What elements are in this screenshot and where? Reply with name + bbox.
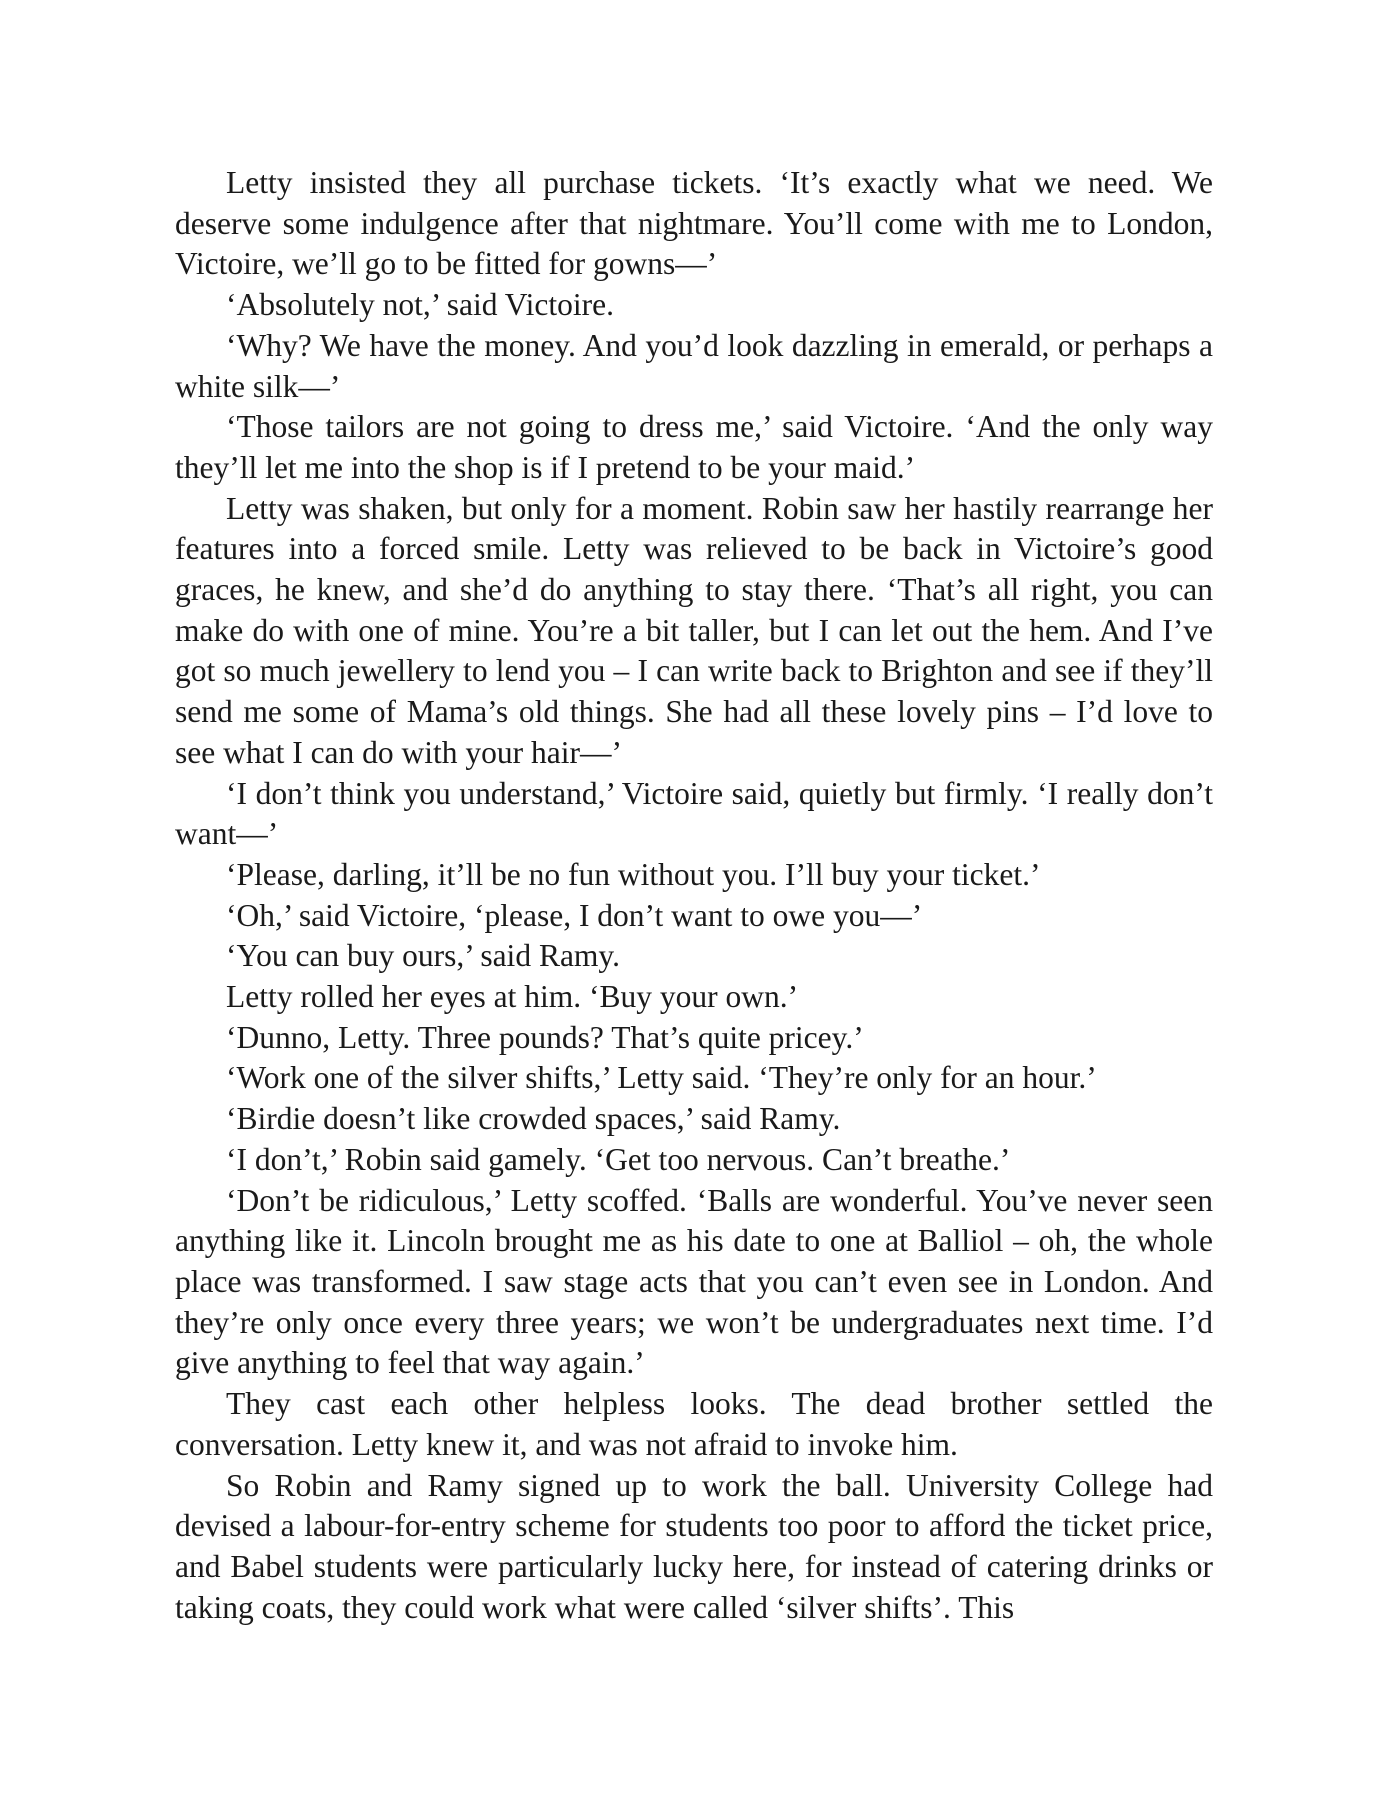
paragraph: Letty rolled her eyes at him. ‘Buy your own.’: [226, 979, 799, 1015]
paragraph: ‘I don’t think you understand,’ Victoire said, quietly but firmly. ‘I really don’t want—’: [175, 775, 1213, 852]
paragraph: So Robin and Ramy signed up to work the ball. University College had devised a labour-for-entry scheme for students too poor to afford the ticket price, and Babel students were particularly lucky here, for instead of catering drinks or taking coats, they could work what were called ‘silver shifts’. This: [175, 1467, 1213, 1625]
paragraph: ‘Those tailors are not going to dress me,’ said Victoire. ‘And the only way they’ll let me into the shop is if I pretend to be your maid.’: [175, 409, 1213, 485]
paragraph: ‘Work one of the silver shifts,’ Letty said. ‘They’re only for an hour.’: [226, 1060, 1097, 1096]
paragraph: ‘Please, darling, it’ll be no fun without you. I’ll buy your ticket.’: [226, 856, 1041, 892]
paragraph: ‘You can buy ours,’ said Ramy.: [226, 938, 621, 974]
paragraph: ‘Dunno, Letty. Three pounds? That’s quite pricey.’: [226, 1019, 864, 1055]
paragraph: ‘Oh,’ said Victoire, ‘please, I don’t want to owe you—’: [226, 897, 923, 933]
paragraph: ‘I don’t,’ Robin said gamely. ‘Get too nervous. Can’t breathe.’: [226, 1141, 1011, 1177]
paragraph: ‘Why? We have the money. And you’d look dazzling in emerald, or perhaps a white silk—’: [175, 327, 1213, 404]
paragraph: ‘Absolutely not,’ said Victoire.: [226, 287, 614, 323]
paragraph: They cast each other helpless looks. The dead brother settled the conversation. Letty knew it, and was not afraid to invoke him.: [175, 1386, 1213, 1462]
body-text: [175, 163, 1213, 1628]
paragraph: Letty was shaken, but only for a moment. Robin saw her hastily rearrange her features into a forced smile. Letty was relieved to be back in Victoire’s good graces, he knew, and she’d do anything to stay there. ‘That’s all right, you can make do with one of mine. You’re a bit taller, but I can let out the hem. And I’ve got so much jewellery to lend you – I can write back to Brighton and see if they’ll send me some of Mama’s old things. She had all these lovely pins – I’d love to see what I can do with your hair—’: [175, 490, 1213, 770]
paragraph: Letty insisted they all purchase tickets. ‘It’s exactly what we need. We deserve some indulgence after that nightmare. You’ll come with me to London, Victoire, we’ll go to be fitted for gowns—’: [175, 165, 1213, 282]
paragraph: ‘Birdie doesn’t like crowded spaces,’ said Ramy.: [226, 1101, 841, 1137]
paragraph: ‘Don’t be ridiculous,’ Letty scoffed. ‘Balls are wonderful. You’ve never seen anything like it. Lincoln brought me as his date to one at Balliol – oh, the whole place was transformed. I saw stage acts that you can’t even see in London. And they’re only once every three years; we won’t be undergraduates next time. I’d give anything to feel that way again.’: [175, 1182, 1213, 1381]
